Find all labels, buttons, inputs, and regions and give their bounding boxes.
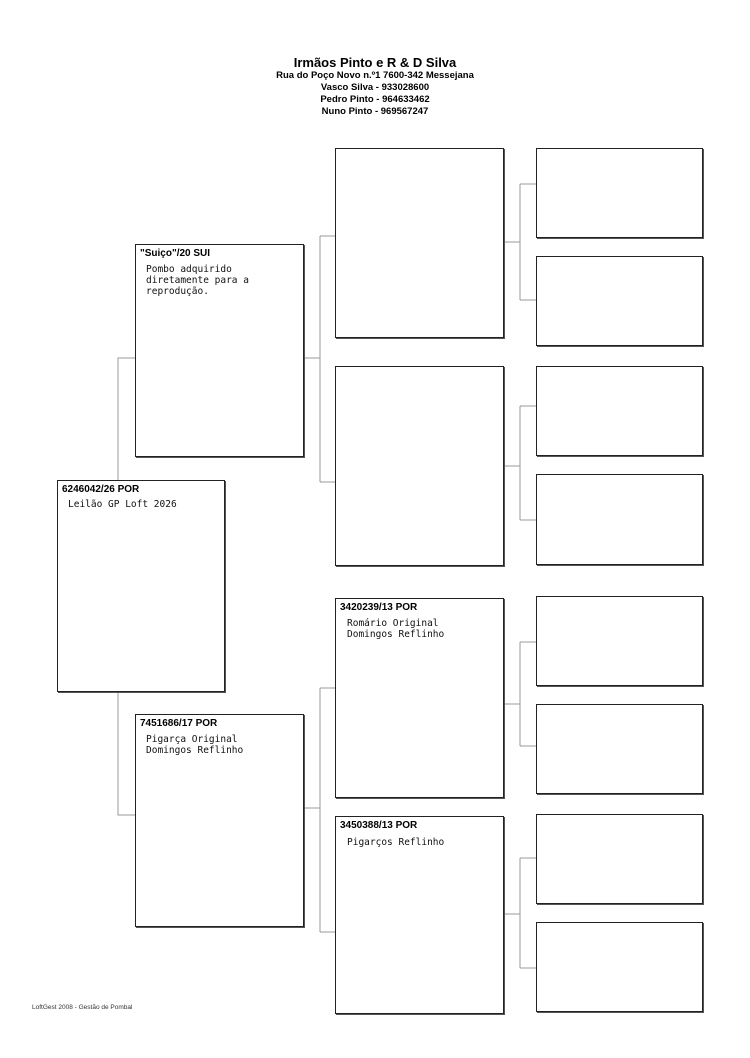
ancestor-card bbox=[536, 366, 703, 456]
breeder-title: Irmãos Pinto e R & D Silva bbox=[293, 55, 457, 70]
ancestor-card bbox=[536, 704, 703, 794]
sire-ring: "Suiço"/20 SUI bbox=[140, 248, 211, 259]
dam-sire-note-line-2: Domingos Reflinho bbox=[347, 629, 445, 640]
dam-card bbox=[135, 714, 304, 927]
sire-note-line-1: Pombo adquirido bbox=[146, 264, 232, 275]
dam-sire-ring: 3420239/13 POR bbox=[340, 602, 418, 613]
subject-ring: 6246042/26 POR bbox=[62, 484, 140, 495]
ancestor-card bbox=[536, 596, 703, 686]
subject-pigeon-card bbox=[57, 480, 225, 692]
dam-dam-card bbox=[335, 816, 504, 1014]
contact-pedro: Pedro Pinto - 964633462 bbox=[320, 94, 430, 105]
ancestor-card bbox=[536, 474, 703, 565]
ancestor-card bbox=[536, 922, 703, 1012]
footer-credit: LoftGest 2008 - Gestão de Pombal bbox=[32, 1004, 133, 1011]
dam-dam-note-line-1: Pigarços Reflinho bbox=[347, 837, 445, 848]
ancestor-card bbox=[536, 814, 703, 904]
dam-ring: 7451686/17 POR bbox=[140, 718, 218, 729]
dam-sire-card bbox=[335, 598, 504, 798]
dam-sire-note-line-1: Romário Original bbox=[347, 618, 439, 629]
ancestor-card bbox=[536, 148, 703, 238]
sire-dam-card bbox=[335, 366, 504, 566]
sire-note-line-2: diretamente para a bbox=[146, 275, 249, 286]
dam-note-line-1: Pigarça Original bbox=[146, 734, 238, 745]
dam-note-line-2: Domingos Reflinho bbox=[146, 745, 244, 756]
contact-nuno: Nuno Pinto - 969567247 bbox=[321, 106, 429, 117]
sire-sire-card bbox=[335, 148, 504, 338]
breeder-header bbox=[0, 55, 750, 118]
sire-card bbox=[135, 244, 304, 457]
contact-vasco: Vasco Silva - 933028600 bbox=[320, 82, 430, 93]
dam-dam-ring: 3450388/13 POR bbox=[340, 820, 418, 831]
sire-note-line-3: reprodução. bbox=[146, 286, 209, 297]
breeder-address: Rua do Poço Novo n.º1 7600-342 Messejana bbox=[276, 70, 474, 81]
ancestor-card bbox=[536, 256, 703, 346]
subject-note-line: Leilão GP Loft 2026 bbox=[68, 499, 177, 510]
